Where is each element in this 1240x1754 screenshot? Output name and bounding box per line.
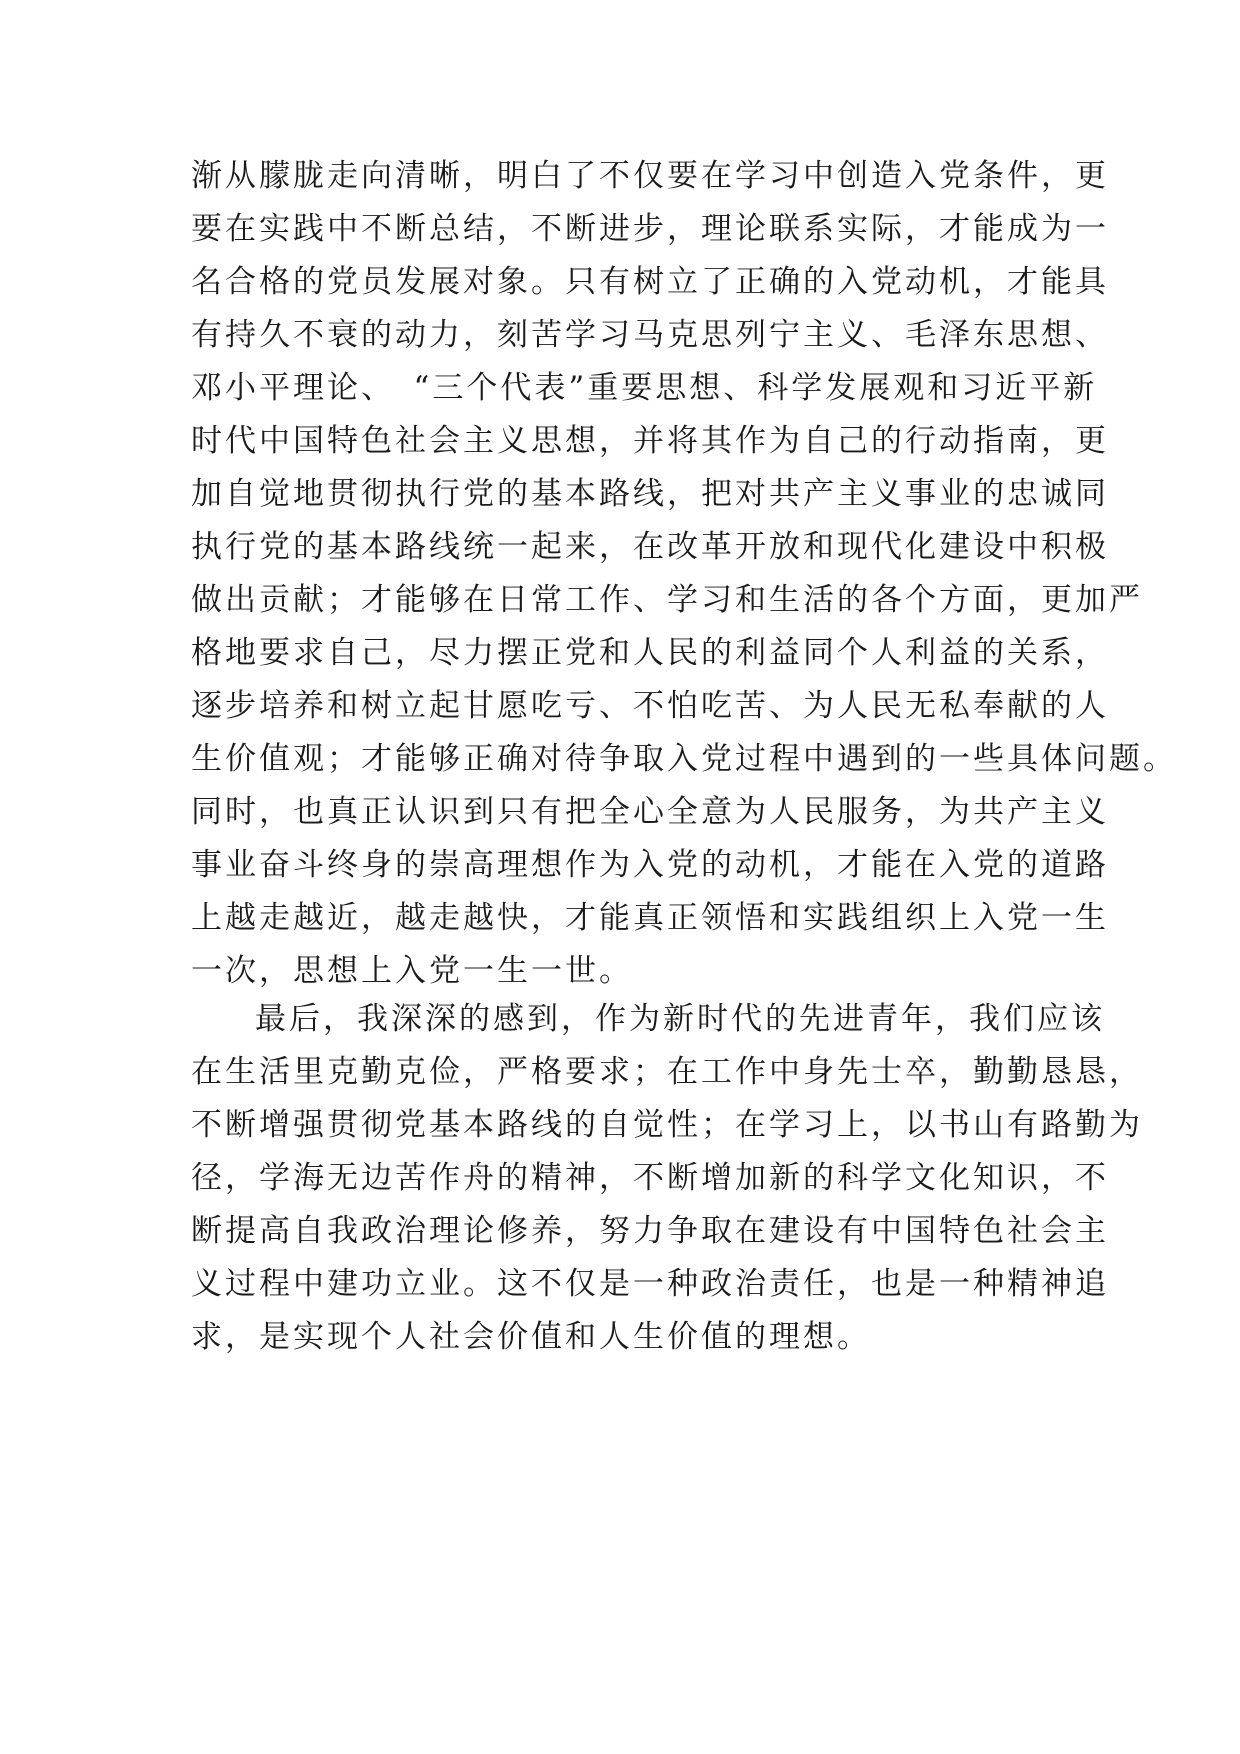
paragraph-line: 事业奋斗终身的崇高理想作为入党的动机，才能在入党的道路 xyxy=(191,847,1109,883)
paragraph-line: 最后，我深深的感到，作为新时代的先进青年，我们应该 xyxy=(255,1001,1105,1037)
paragraph-line: 做出贡献；才能够在日常工作、学习和生活的各个方面，更加严 xyxy=(191,582,1143,618)
paragraph-line: 不断增强贯彻党基本路线的自觉性；在学习上，以书山有路勤为 xyxy=(191,1107,1143,1143)
paragraph-1 xyxy=(191,150,1177,998)
paragraph-line: 邓小平理论、 “三个代表”重要思想、科学发展观和习近平新 xyxy=(191,370,1098,406)
paragraph-line: 义过程中建功立业。这不仅是一种政治责任，也是一种精神追 xyxy=(191,1266,1109,1302)
paragraph-line: 有持久不衰的动力，刻苦学习马克思列宁主义、毛泽东思想、 xyxy=(191,317,1109,353)
paragraph-line: 求，是实现个人社会价值和人生价值的理想。 xyxy=(191,1319,871,1355)
paragraph-line: 渐从朦胧走向清晰，明白了不仅要在学习中创造入党条件，更 xyxy=(191,158,1109,194)
paragraph-line: 时代中国特色社会主义思想，并将其作为自己的行动指南，更 xyxy=(191,423,1109,459)
paragraph-2 xyxy=(191,993,1143,1364)
paragraph-line: 断提高自我政治理论修养，努力争取在建设有中国特色社会主 xyxy=(191,1213,1109,1249)
paragraph-line: 同时，也真正认识到只有把全心全意为人民服务，为共产主义 xyxy=(191,794,1109,830)
paragraph-line: 格地要求自己，尽力摆正党和人民的利益同个人利益的关系， xyxy=(191,635,1109,671)
paragraph-line: 径，学海无边苦作舟的精神，不断增加新的科学文化知识，不 xyxy=(191,1160,1109,1196)
paragraph-line: 要在实践中不断总结，不断进步，理论联系实际，才能成为一 xyxy=(191,211,1109,247)
paragraph-line: 名合格的党员发展对象。只有树立了正确的入党动机，才能具 xyxy=(191,264,1109,300)
paragraph-line: 加自觉地贯彻执行党的基本路线，把对共产主义事业的忠诚同 xyxy=(191,476,1109,512)
paragraph-line: 在生活里克勤克俭，严格要求；在工作中身先士卒，勤勤恳恳， xyxy=(191,1054,1143,1090)
paragraph-line: 逐步培养和树立起甘愿吃亏、不怕吃苦、为人民无私奉献的人 xyxy=(191,688,1109,724)
paragraph-line: 一次，思想上入党一生一世。 xyxy=(191,953,633,989)
paragraph-line: 上越走越近，越走越快，才能真正领悟和实践组织上入党一生 xyxy=(191,900,1109,936)
paragraph-line: 执行党的基本路线统一起来，在改革开放和现代化建设中积极 xyxy=(191,529,1109,565)
paragraph-line: 生价值观；才能够正确对待争取入党过程中遇到的一些具体问题。 xyxy=(191,741,1177,777)
